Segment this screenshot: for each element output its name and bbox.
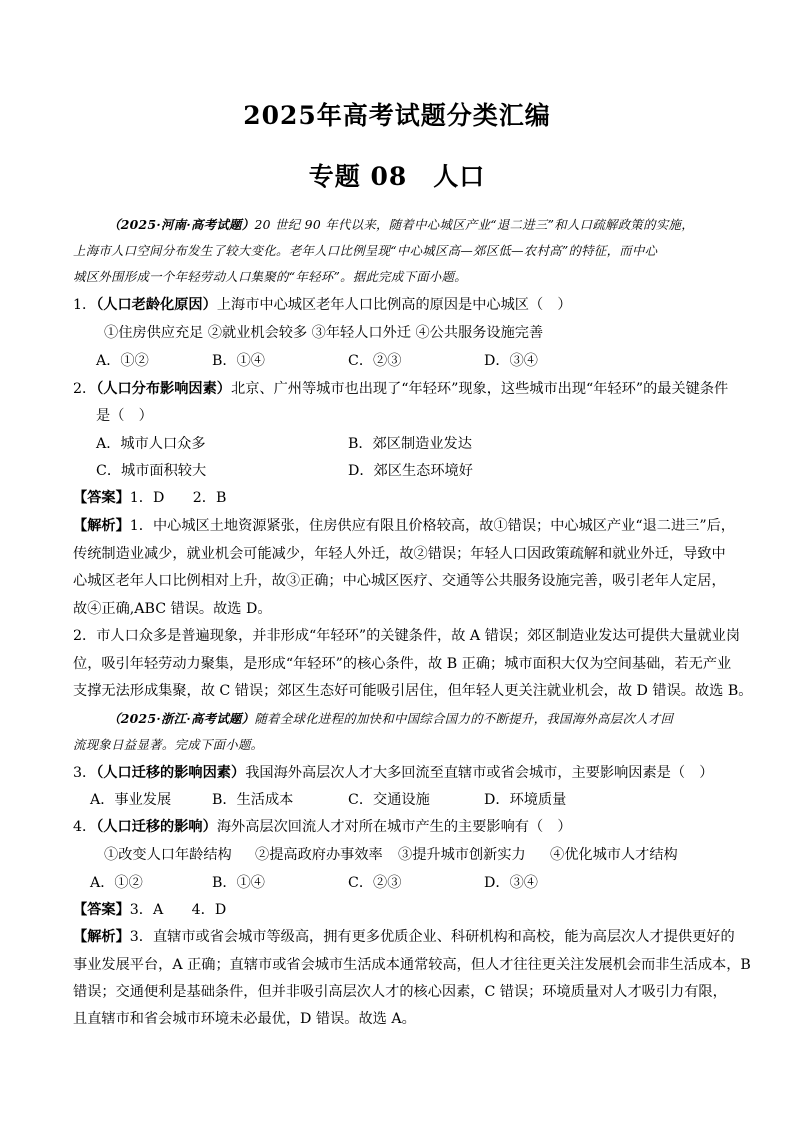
question-1-option-d: D．③④ [484, 353, 538, 369]
material-1-source: （2025·河南·高考试题） [108, 217, 255, 232]
analysis-1-line-5: 2．市人口众多是普遍现象，并非形成“年轻环”的关键条件，故 A 错误；郊区制造业发达可提供大量就业岗 [73, 628, 741, 644]
material-1-line-2: 上海市人口空间分布发生了较大变化。老年人口比例呈现“中心城区高—郊区低—农村高”的特征，而中心 [73, 243, 658, 258]
analysis-2-label: 【解析】 [73, 929, 130, 945]
question-4-option-d: D．③④ [484, 875, 538, 891]
question-1-tag: （人口老龄化原因） [96, 297, 217, 313]
question-2-tag: （人口分布影响因素） [96, 381, 231, 397]
analysis-1-line-7: 支撑无法形成集聚，故 C 错误；郊区生态好可能吸引居住，但年轻人更关注就业机会，故 D 错误。故选 B。 [73, 683, 753, 699]
material-1-line-1: （2025·河南·高考试题）20 世纪 90 年代以来，随着中心城区产业“退二进三”和人口疏解政策的实施， [108, 217, 694, 232]
question-4-option-a: A．①② [90, 875, 143, 891]
question-1-stem: 1．（人口老龄化原因）上海市中心城区老年人口比例高的原因是中心城区（ ） [73, 297, 572, 313]
question-2-option-d: D．郊区生态环境好 [348, 463, 473, 479]
question-4-item-4: ④优化城市人才结构 [550, 847, 678, 863]
analysis-1-line-1: 【解析】1．中心城区土地资源紧张，住房供应有限且价格较高，故①错误；中心城区产业“退二进三”后， [73, 518, 735, 534]
question-3-tag: （人口迁移的影响因素） [96, 765, 246, 781]
analysis-1-line-4: 故④正确,ABC 错误。故选 D。 [73, 601, 272, 617]
material-2-line-2: 流现象日益显著。完成下面小题。 [73, 737, 264, 752]
question-4-stem: 4．（人口迁移的影响）海外高层次回流人才对所在城市产生的主要影响有（ ） [73, 819, 572, 835]
answer-2-label: 【答案】 [73, 902, 130, 918]
question-1-items: ①住房供应充足 ②就业机会较多 ③年轻人口外迁 ④公共服务设施完善 [104, 325, 544, 341]
question-1-option-c: C．②③ [348, 353, 402, 369]
question-4-option-c: C．②③ [348, 875, 402, 891]
material-2-line-1: （2025·浙江·高考试题）随着全球化进程的加快和中国综合国力的不断提升，我国海外高层次人才回 [108, 711, 674, 726]
question-2-option-a: A．城市人口众多 [96, 436, 206, 452]
question-2-stem: 2．（人口分布影响因素）北京、广州等城市也出现了“年轻环”现象，这些城市出现“年轻环”的最关键条件 [73, 381, 729, 397]
answer-2: 【答案】3．A 4．D [73, 902, 227, 918]
question-1-option-b: B．①④ [212, 353, 265, 369]
material-1-line-3: 城区外围形成一个年轻劳动人口集聚的“年轻环”。据此完成下面小题。 [73, 269, 467, 284]
question-4-item-3: ③提升城市创新实力 [398, 847, 526, 863]
analysis-2-line-2: 事业发展平台，A 正确；直辖市或省会城市生活成本通常较高，但人才往往更关注发展机会而非生活成本，B [73, 957, 751, 973]
question-3-option-b: B．生活成本 [212, 792, 294, 808]
question-4-tag: （人口迁移的影响） [96, 819, 217, 835]
question-2-option-c: C．城市面积较大 [96, 463, 207, 479]
question-3-option-a: A．事业发展 [90, 792, 172, 808]
document-title: 2025年高考试题分类汇编 [243, 101, 551, 130]
answer-1-label: 【答案】 [73, 490, 130, 506]
analysis-1-line-2: 传统制造业减少，就业机会可能减少，年轻人外迁，故②错误；年轻人口因政策疏解和就业外迁，导致中 [73, 546, 726, 562]
analysis-2-line-3: 错误；交通便利是基础条件，但并非吸引高层次人才的核心因素，C 错误；环境质量对人才吸引力有限， [73, 984, 727, 1000]
analysis-1-line-6: 位，吸引年轻劳动力聚集，是形成“年轻环”的核心条件，故 B 正确；城市面积大仅为空间基础，若无产业 [73, 656, 732, 672]
analysis-1-line-3: 心城区老年人口比例相对上升，故③正确；中心城区医疗、交通等公共服务设施完善，吸引老年人定居， [73, 573, 726, 589]
analysis-2-line-4: 且直辖市和省会城市环境未必最优，D 错误。故选 A。 [73, 1011, 416, 1027]
answer-1: 【答案】1．D 2．B [73, 490, 227, 506]
question-3-option-d: D．环境质量 [484, 792, 567, 808]
material-2-source: （2025·浙江·高考试题） [108, 711, 255, 726]
analysis-1-label: 【解析】 [73, 518, 130, 534]
question-3-stem: 3．（人口迁移的影响因素）我国海外高层次人才大多回流至直辖市或省会城市，主要影响因素是（ ） [73, 765, 714, 781]
question-2-option-b: B．郊区制造业发达 [348, 436, 472, 452]
question-4-item-1: ①改变人口年龄结构 [104, 847, 232, 863]
question-3-option-c: C．交通设施 [348, 792, 430, 808]
question-4-item-2: ②提高政府办事效率 [255, 847, 383, 863]
analysis-2-line-1: 【解析】3．直辖市或省会城市等级高，拥有更多优质企业、科研机构和高校，能为高层次人才提供更好的 [73, 929, 735, 945]
question-2-stem-cont: 是（ ） [96, 408, 153, 424]
question-4-option-b: B．①④ [212, 875, 265, 891]
question-1-option-a: A．①② [96, 353, 149, 369]
topic-title: 专题 08 人口 [308, 162, 486, 191]
